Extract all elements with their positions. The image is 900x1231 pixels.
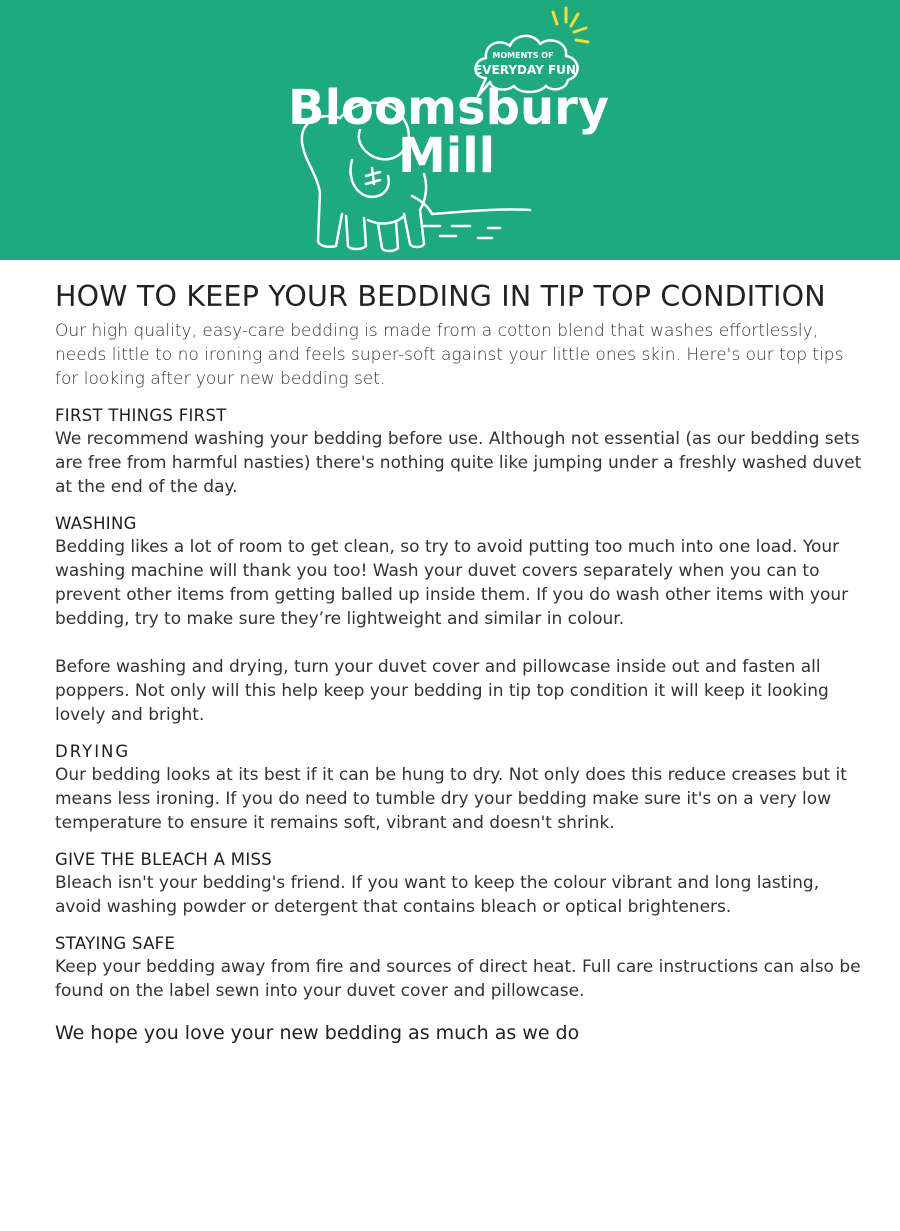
care-guide-content: [55, 280, 865, 1045]
tagline-line2: EVERYDAY FUN: [474, 63, 576, 77]
section-paragraph: Bedding likes a lot of room to get clean, so try to avoid putting too much into one load. Your washing machine will thank you too! Wash your duvet covers separately when you can to prevent other items from getting balled up inside them. If you do wash other items with your bedding, try to make sure they’re lightweight and similar in colour.: [55, 537, 849, 629]
section-heading: FIRST THINGS FIRST: [55, 406, 227, 425]
section-first-things-first: [55, 405, 865, 499]
intro-paragraph: Our high quality, easy-care bedding is made from a cotton blend that washes effortlessly, needs little to no ironing and feels super-soft against your little ones skin. Here's our top tips for looking after your new bedding set.: [55, 321, 844, 389]
sun-rays-icon: [553, 8, 588, 42]
section-heading: DRYING: [55, 742, 131, 761]
section-staying-safe: [55, 933, 865, 1003]
section-heading: WASHING: [55, 514, 137, 533]
brand-logo: [0, 0, 900, 260]
section-drying: [55, 741, 865, 835]
brand-banner: [0, 0, 900, 260]
section-paragraph: Bleach isn't your bedding's friend. If you want to keep the colour vibrant and long lasting, avoid washing powder or detergent that contains bleach or optical brighteners.: [55, 873, 820, 917]
section-paragraph: Before washing and drying, turn your duvet cover and pillowcase inside out and fasten all poppers. Not only will this help keep your bedding in tip top condition it will keep it looking lovely and bright.: [55, 657, 829, 725]
section-washing: [55, 513, 865, 727]
section-bleach: [55, 849, 865, 919]
section-paragraph: Our bedding looks at its best if it can be hung to dry. Not only does this reduce creases but it means less ironing. If you do need to tumble dry your bedding make sure it's on a very low temperature to ensure it remains soft, vibrant and doesn't shrink.: [55, 765, 847, 833]
section-paragraph: Keep your bedding away from fire and sources of direct heat. Full care instructions can also be found on the label sewn into your duvet cover and pillowcase.: [55, 957, 861, 1001]
section-heading: GIVE THE BLEACH A MISS: [55, 850, 273, 869]
tagline-line1: MOMENTS OF: [492, 51, 554, 60]
section-paragraph: We recommend washing your bedding before use. Although not essential (as our bedding sets are free from harmful nasties) there's nothing quite like jumping under a freshly washed duvet at the end of the day.: [55, 429, 862, 497]
section-heading: STAYING SAFE: [55, 934, 176, 953]
closing-line: We hope you love your new bedding as much as we do: [55, 1022, 580, 1044]
page-title: HOW TO KEEP YOUR BEDDING IN TIP TOP CONDITION: [55, 280, 826, 313]
brand-name-line2: Mill: [398, 128, 496, 184]
brand-name-line1: Bloomsbury: [288, 80, 610, 136]
